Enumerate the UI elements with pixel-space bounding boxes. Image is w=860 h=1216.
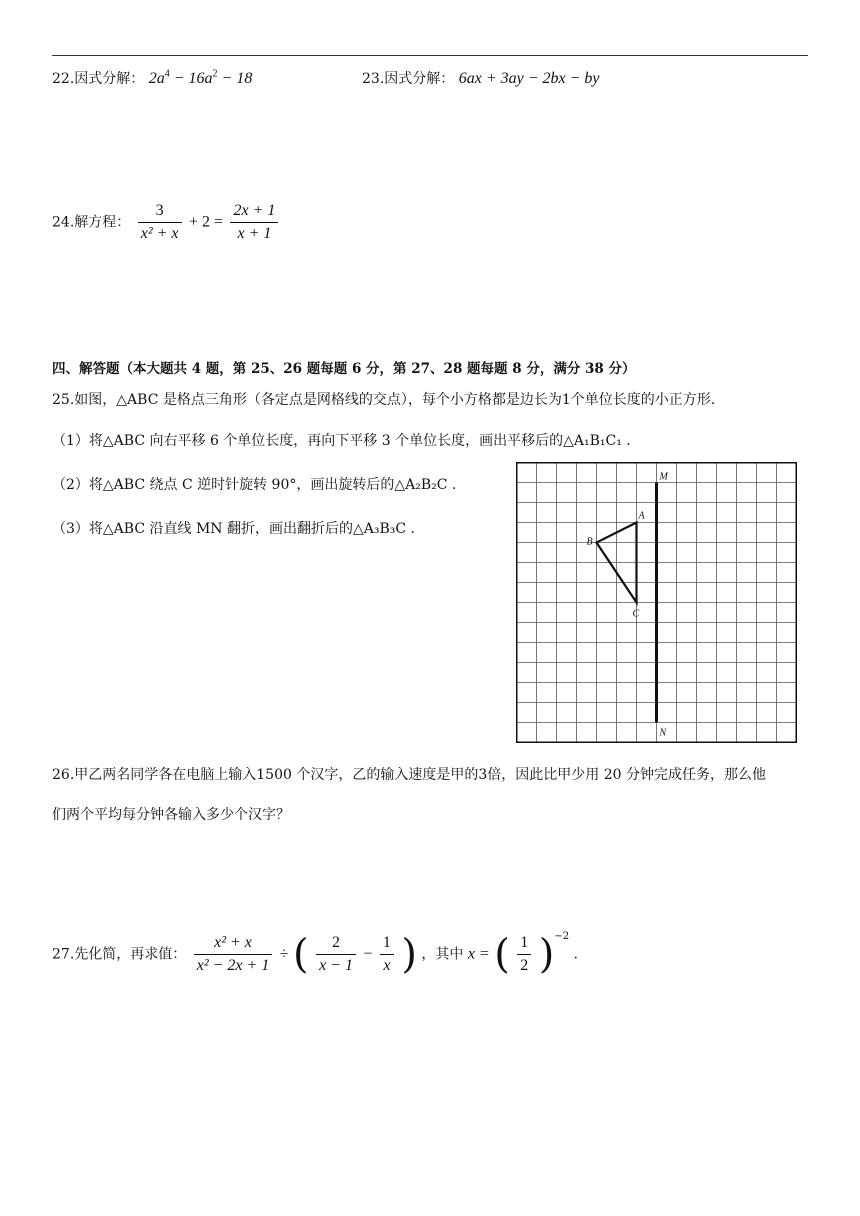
grid-figure — [516, 462, 797, 743]
q22-expression: $2a^4 - 16a^2 - 18$ — [148, 68, 253, 87]
label-c: C — [632, 608, 640, 620]
question-27: 27.先化简，再求值： $\frac{\text{x² + x}}{\text{x² − 2x + 1}}$ ÷ ( $\frac{2}{x - 1}$ − $\frac{1}{x}$ ) ，其中 x = ( $\frac{1}{2}$ )$^{-2}$ . — [52, 930, 579, 978]
q27-exponent: −2 — [554, 930, 570, 942]
q25-part2: （2）将△ABC 绕点 C 逆时针旋转 90°，画出旋转后的△A₂B₂C . — [52, 477, 457, 493]
q24-plus-equals: + 2 = — [188, 213, 224, 231]
q27-label: 27.先化简，再求值： — [52, 946, 187, 963]
q27-numerator-2: 2 — [316, 934, 356, 955]
question-24 — [52, 202, 281, 243]
q26-line1: 26.甲乙两名同学各在电脑上输入1500 个汉字，乙的输入速度是甲的3倍，因此比甲少用 20 分钟完成任务，那么他 — [52, 767, 766, 783]
q27-left-paren-2: ( — [494, 931, 510, 978]
question-23 — [362, 68, 600, 88]
q27-right-paren: ) — [401, 931, 417, 978]
q23-label: 23.因式分解： — [362, 71, 455, 87]
q27-fraction-half — [517, 934, 531, 975]
q27-where-text: ，其中 — [421, 946, 464, 963]
q27-denominator-3: x — [383, 957, 391, 974]
label-n: N — [659, 727, 667, 739]
q24-right-numerator: 2x + 1 — [230, 202, 278, 223]
q27-left-paren: ( — [293, 931, 309, 978]
q27-minus-sign: − — [363, 945, 373, 963]
header-rule — [52, 55, 808, 56]
q24-left-fraction — [138, 202, 182, 243]
q27-denominator-1: x² − 2x + 1 — [196, 957, 270, 974]
label-b: B — [586, 536, 593, 548]
q27-numerator-3: 1 — [380, 934, 394, 955]
q27-half-denominator: 2 — [520, 957, 529, 974]
q27-denominator-2: x − 1 — [319, 957, 353, 974]
question-22 — [52, 68, 252, 88]
q24-right-denominator: x + 1 — [237, 225, 272, 242]
q25-intro: 25.如图，△ABC 是格点三角形（各定点是网格线的交点），每个小方格都是边长为1个单位长度的小正方形. — [52, 392, 716, 408]
q25-part1: （1）将△ABC 向右平移 6 个单位长度，再向下平移 3 个单位长度，画出平移后的△A₁B₁C₁ . — [52, 433, 631, 449]
q27-fraction-2 — [316, 934, 356, 975]
q24-left-denominator: x² + x — [140, 225, 179, 242]
label-a: A — [638, 510, 645, 522]
q24-right-fraction — [230, 202, 278, 243]
q27-fraction-3 — [380, 934, 394, 975]
q25-part3: （3）将△ABC 沿直线 MN 翻折，画出翻折后的△A₃B₃C . — [52, 521, 415, 537]
q27-x-equals: x = — [467, 945, 490, 963]
q24-left-numerator: 3 — [138, 202, 182, 223]
q27-divide-sign: ÷ — [279, 945, 289, 963]
q27-numerator-1: x² + x — [194, 934, 273, 955]
section-4-title: 四、解答题（本大题共 4 题，第 25、26 题每题 6 分，第 27、28 题每题 8 分，满分 38 分） — [52, 361, 636, 377]
q23-expression: 6ax + 3ay − 2bx − by — [458, 70, 600, 87]
q27-half-numerator: 1 — [517, 934, 531, 955]
q24-label: 24.解方程： — [52, 214, 131, 231]
q27-fraction-1 — [194, 934, 273, 975]
label-m: M — [659, 471, 668, 483]
q26-line2: 们两个平均每分钟各输入多少个汉字？ — [52, 807, 290, 823]
q27-right-paren-2: ) — [538, 931, 555, 978]
q22-label: 22.因式分解： — [52, 71, 145, 87]
